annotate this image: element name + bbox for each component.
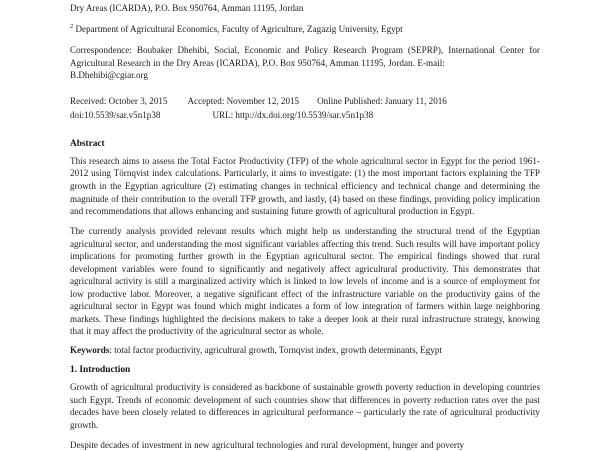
correspondence-email[interactable]: B.Dhehibi@cgiar.org: [70, 70, 148, 81]
introduction-heading: 1. Introduction: [70, 364, 131, 375]
abstract-spacer: [70, 122, 540, 138]
introduction-paragraph-1: Growth of agricultural productivity is considered as backbone of sustainable growth poverty reduction in developing countries such Egypt. Trends of economic development of such countries show that differences in poverty reduction rates over the past decades have been closely related to differences in agricultural performance – particularly the rate of agricultural productivity growth.: [70, 382, 540, 430]
published-date: Online Published: January 11, 2016: [317, 95, 447, 106]
keywords-values: total factor productivity, agricultural growth, Tornqvist index, growth determinants, Egypt: [114, 345, 442, 356]
doi-label[interactable]: doi:10.5539/sar.v5n1p38: [70, 110, 161, 121]
identifier-row: [70, 109, 540, 122]
affiliation-line-1: [70, 2, 540, 15]
abstract-heading: Abstract: [70, 138, 105, 149]
affiliation-1-text: Dry Areas (ICARDA), P.O. Box 950764, Amman 11195, Jordan: [70, 3, 304, 13]
dates-spacer: [70, 82, 540, 95]
keywords-line: [70, 344, 540, 357]
accepted-date: Accepted: November 12, 2015: [187, 95, 300, 106]
received-date: Received: October 3, 2015: [70, 95, 168, 106]
url-label[interactable]: URL: http://dx.doi.org/10.5539/sar.v5n1p38: [212, 110, 374, 121]
abstract-paragraph-1: This research aims to assess the Total Factor Productivity (TFP) of the whole agricultural sector in Egypt for the period 1961-2012 using Törnqvist index calculations. Particularly, it aims to investigate: (1) the most important factors explaining the TFP growth in the Egyptian agriculture (2) estimating changes in technical efficiency and technical change and determining the magnitude of their contribution to the overall TFP growth, and lastly, (4) based on these findings, providing policy implication and recommendations that allows enhancing and sustaining future growth of agricultural production in Egypt.: [70, 155, 540, 217]
correspondence-text: Correspondence: Boubaker Dhehibi, Social, Economic and Policy Research Program (SEPRP), International Center for Agricultural Research in the Dry Areas (ICARDA), P.O. Box 950764, Amman 11195, Jordan. E-mail:: [70, 45, 540, 68]
keywords-label: Keywords: [70, 345, 110, 356]
affiliation-2-text: Department of Agricultural Economics, Faculty of Agriculture, Zagazig University, Egypt: [75, 23, 403, 34]
affiliation-line-2: [70, 23, 540, 36]
abstract-paragraph-2: The currently analysis provided relevant results which might help us understanding the structural trend of the Egyptian agricultural sector, and understanding the most significant variables affecting this trend. Such results will have important policy implications for promoting further growth in the Egyptian agricultural sector. The empirical findings showed that rural development variables were found to significantly and negatively affect agricultural productivity. This demonstrates that agricultural activity is still a marginalized activity which is linked to low levels of income and is a source of employment for low productive labor. Moreover, a negative significant effect of the infrastructure variable on the productivity gains of the agricultural sector in Egypt was found which might indicates a form of low integration of farmers within large neighboring markets. These findings highlighted the decisions makers to take a deeper look at their rural infrastructure strategy, knowing that it may affect the productivity of the agricultural sector as whole.: [70, 226, 540, 337]
correspondence-email-line: [70, 69, 540, 82]
affiliation-2-marker: 2: [70, 22, 74, 30]
keywords-separator: :: [109, 345, 115, 356]
publication-dates-row: [70, 95, 540, 108]
correspondence-paragraph: [70, 44, 540, 69]
introduction-paragraph-2: Despite decades of investment in new agricultural technologies and rural development, hunger and poverty: [70, 439, 465, 450]
